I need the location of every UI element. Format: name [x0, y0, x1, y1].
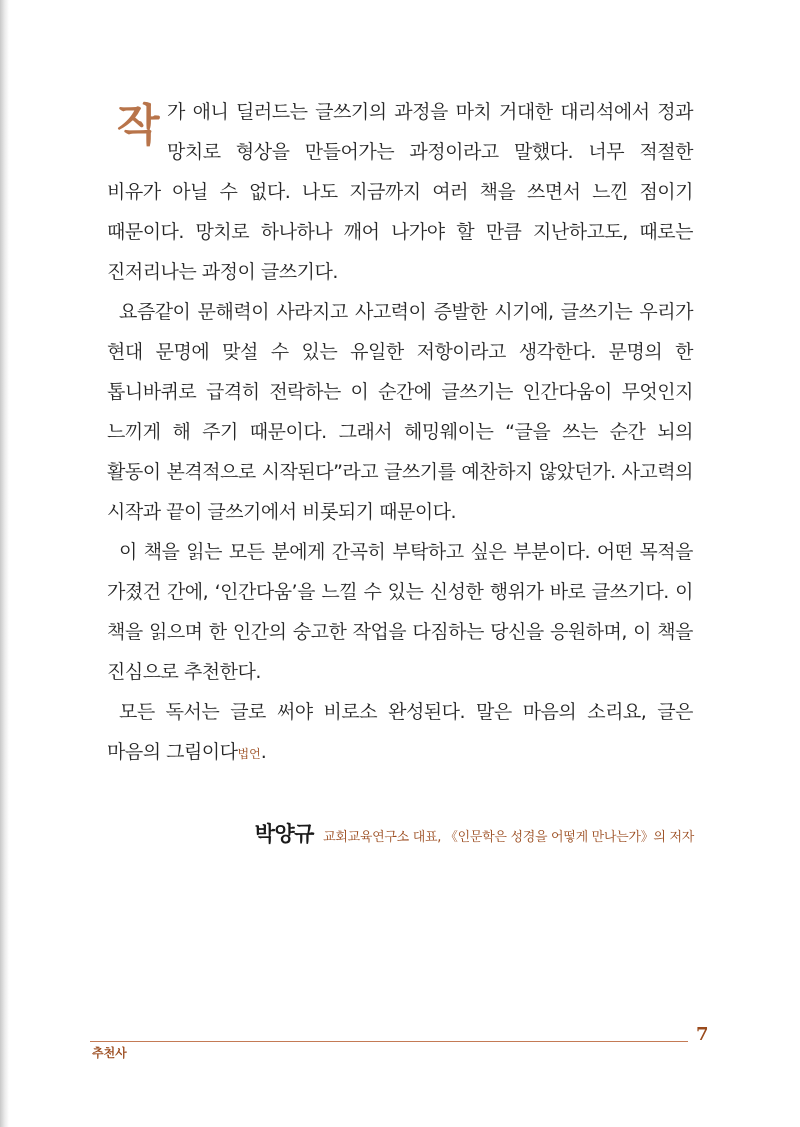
footer-divider: [90, 1041, 688, 1042]
paragraph-4: [107, 692, 693, 774]
author-name: 박양규: [254, 822, 314, 846]
page-number: 7: [696, 1024, 709, 1045]
body-text: [107, 92, 693, 774]
paragraph-1-text: 가 애니 딜러드는 글쓰기의 과정을 마치 거대한 대리석에서 정과 망치로 형상을 만들어가는 과정이라고 말했다. 너무 적절한 비유가 아닐 수 없다. 나도 지금까지 여러 책을 쓰면서 느낀 점이기 때문이다. 망치로 하나하나 깨어 나가야 할 만큼 지난하고도, 때로는 진저리나는 과정이 글쓰기다.: [107, 101, 693, 283]
paragraph-1: [107, 92, 693, 292]
signature: [255, 818, 694, 848]
paragraph-4-text: 모든 독서는 글로 써야 비로소 완성된다. 말은 마음의 소리요, 글은 마음의 그림이다: [107, 701, 693, 763]
paragraph-3: 이 책을 읽는 모든 분에게 간곡히 부탁하고 싶은 부분이다. 어떤 목적을 가졌건 간에, ‘인간다움’을 느낄 수 있는 신성한 행위가 바로 글쓰기다. 이 책을 읽으며 한 인간의 숭고한 작업을 다짐하는 당신을 응원하며, 이 책을 진심으로 추천한다.: [107, 541, 693, 683]
page-binding-edge: [0, 0, 9, 1127]
drop-cap: 작: [117, 100, 160, 151]
author-title: 교회교육연구소 대표, 《인문학은 성경을 어떻게 만나는가》의 저자: [323, 830, 694, 845]
section-label: 추천사: [92, 1046, 127, 1060]
paragraph-2: 요즘같이 문해력이 사라지고 사고력이 증발한 시기에, 글쓰기는 우리가 현대 문명에 맞설 수 있는 유일한 저항이라고 생각한다. 문명의 한 톱니바퀴로 급격히 전락하는 이 순간에 글쓰기는 인간다움이 무엇인지 느끼게 해 주기 때문이다. 그래서 헤밍웨이는 “글을 쓰는 순간 뇌의 활동이 본격적으로 시작된다”라고 글쓰기를 예찬하지 않았던가. 사고력의 시작과 끝이 글쓰기에서 비롯되기 때문이다.: [107, 301, 693, 523]
source-note: 법언: [237, 747, 261, 761]
paragraph-4-tail: .: [260, 741, 267, 763]
